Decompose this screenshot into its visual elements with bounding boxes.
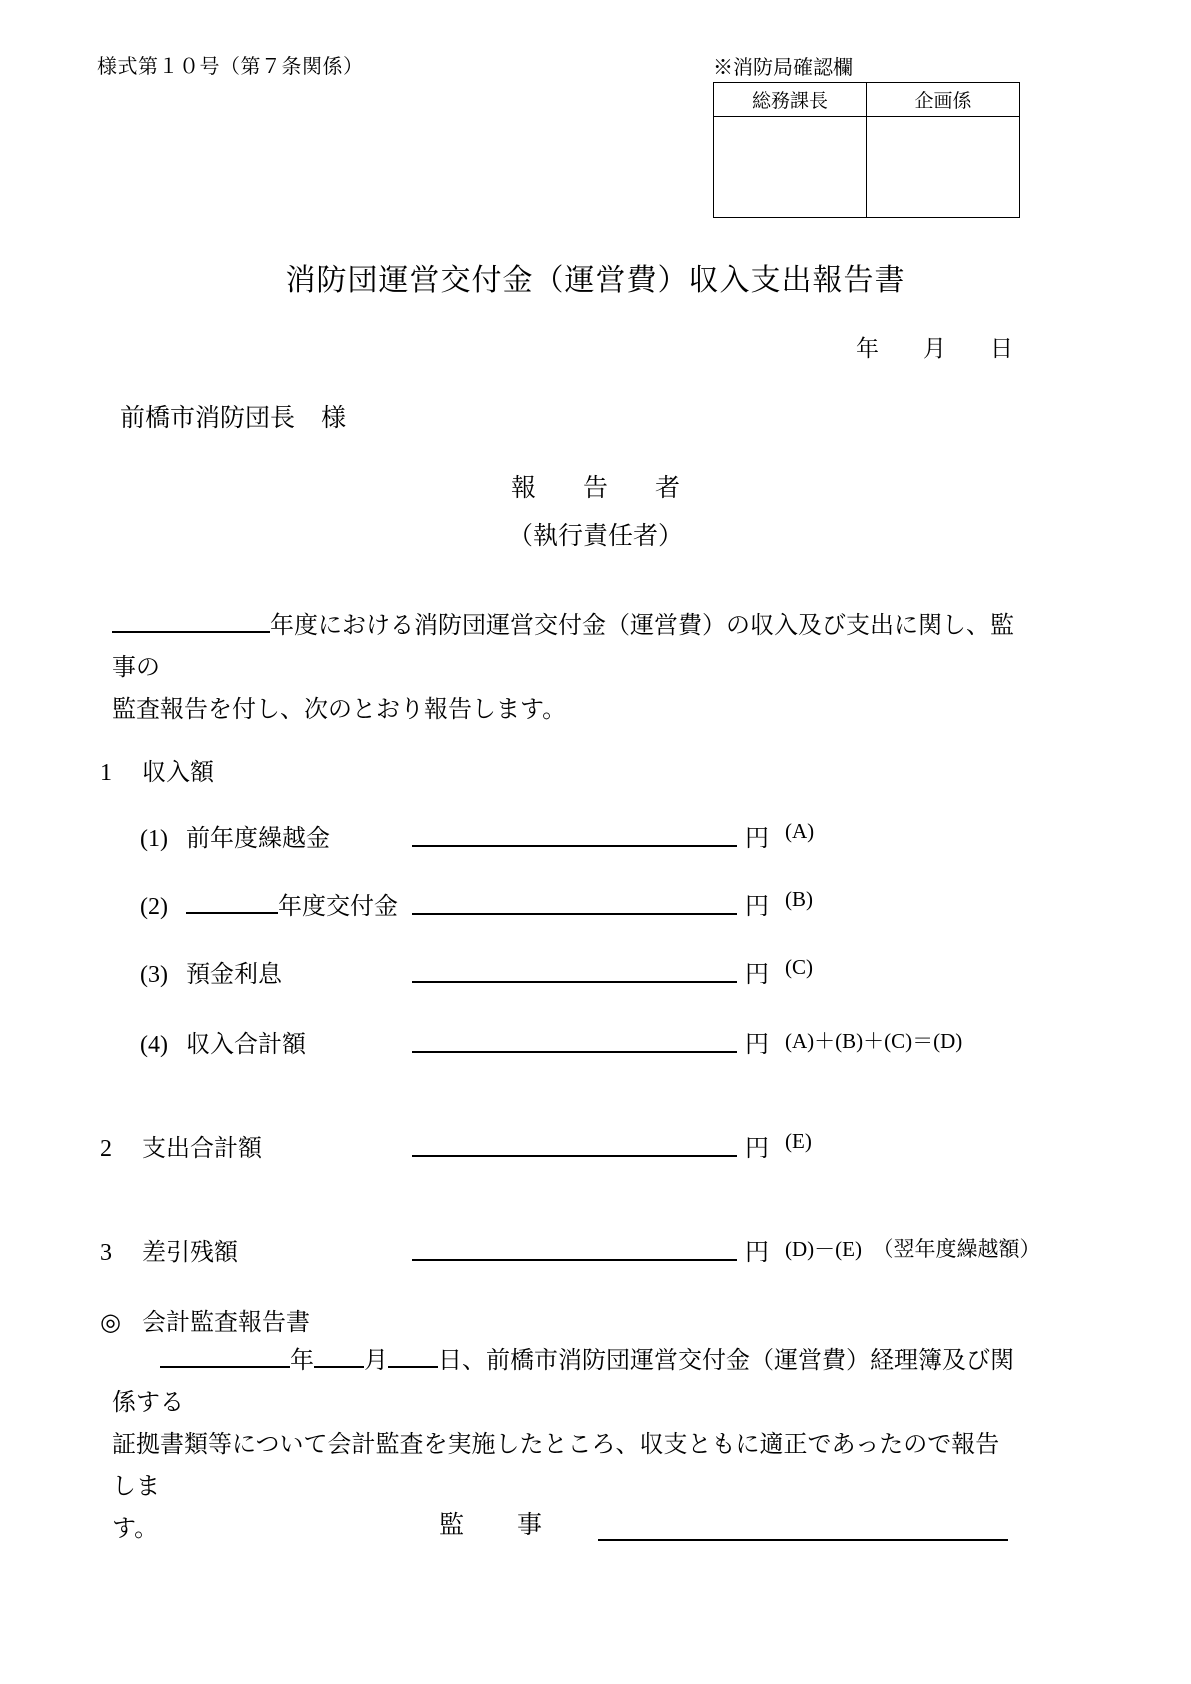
- income-item-3-ref: (C): [785, 955, 813, 979]
- income-item-2: [140, 886, 1020, 918]
- stamp-column-header-general-affairs: 総務課長: [714, 83, 867, 117]
- section-1-heading: [100, 752, 214, 787]
- page-title: 消防団運営交付金（運営費）収入支出報告書: [285, 264, 906, 297]
- date-line: [0, 330, 1013, 363]
- audit-report-title: 会計監査報告書: [142, 1310, 310, 1336]
- audit-report-heading: [100, 1302, 310, 1337]
- income-item-4-unit: 円: [745, 1032, 769, 1058]
- income-item-1-index: (1): [140, 826, 168, 852]
- section-1-number: 1: [100, 760, 112, 786]
- intro-year-blank[interactable]: [112, 631, 270, 633]
- income-item-1-label: 前年度繰越金: [186, 826, 330, 852]
- reporter-label: 報 告 者: [510, 475, 691, 502]
- addressee-honorific: 様: [321, 405, 347, 432]
- reporter-role-label: （執行責任者）: [507, 523, 683, 550]
- auditor-label: 監 事: [439, 1512, 557, 1539]
- audit-year-blank[interactable]: [160, 1366, 290, 1368]
- table-row: [714, 117, 1020, 218]
- income-item-3: [140, 954, 1020, 986]
- addressee-name: 前橋市消防団長: [120, 405, 296, 432]
- section-3-number: 3: [100, 1240, 112, 1266]
- income-item-2-amount-field[interactable]: [412, 913, 737, 915]
- income-item-4-label-wrap: [140, 1024, 306, 1059]
- section-2-ref: (E): [785, 1129, 812, 1153]
- section-1-title: 収入額: [142, 760, 214, 786]
- income-item-1-label-wrap: [140, 818, 330, 853]
- section-2-number: 2: [100, 1136, 112, 1162]
- stamp-approval-table: [713, 82, 1020, 218]
- income-item-3-unit: 円: [745, 962, 769, 988]
- stamp-column-header-planning: 企画係: [867, 83, 1020, 117]
- income-item-2-index: (2): [140, 894, 168, 920]
- income-item-4-label: 収入合計額: [186, 1032, 306, 1058]
- reporter-block: [0, 468, 1191, 552]
- income-item-2-unit: 円: [745, 894, 769, 920]
- income-item-2-label-wrap: [140, 886, 398, 921]
- income-item-4: [140, 1024, 1020, 1056]
- date-day-label: 日: [990, 336, 1013, 361]
- double-circle-icon: ◎: [100, 1310, 121, 1336]
- section-2-label: 支出合計額: [142, 1136, 262, 1162]
- section-2-label-wrap: [100, 1128, 262, 1163]
- section-2-expenditure-total: [100, 1128, 1020, 1160]
- fire-bureau-confirm-label: ※消防局確認欄: [713, 57, 853, 79]
- audit-body-line-3: す。: [112, 1516, 159, 1542]
- intro-paragraph: [112, 605, 1017, 731]
- income-item-4-index: (4): [140, 1032, 168, 1058]
- auditor-signature-block: [425, 1505, 1008, 1541]
- income-item-1: [140, 818, 1020, 850]
- intro-line-2: 監査報告を付し、次のとおり報告します。: [112, 697, 567, 723]
- section-3-label-wrap: [100, 1232, 238, 1267]
- section-3-amount-field[interactable]: [412, 1259, 737, 1261]
- income-item-3-amount-field[interactable]: [412, 981, 737, 983]
- income-item-2-label: 年度交付金: [278, 894, 398, 920]
- audit-date-line: [112, 1340, 1017, 1424]
- intro-line-1-text: 年度における消防団運営交付金（運営費）の収入及び支出に関し、監事の: [112, 613, 1014, 681]
- income-item-3-label-wrap: [140, 954, 282, 989]
- income-item-1-unit: 円: [745, 826, 769, 852]
- income-item-3-index: (3): [140, 962, 168, 988]
- section-2-amount-field[interactable]: [412, 1155, 737, 1157]
- form-number: 様式第１０号（第７条関係）: [97, 56, 364, 78]
- section-2-unit: 円: [745, 1136, 769, 1162]
- income-item-2-ref: (B): [785, 887, 813, 911]
- audit-month-suffix: 月: [364, 1348, 388, 1374]
- income-item-4-amount-field[interactable]: [412, 1051, 737, 1053]
- section-3-balance: [100, 1232, 1041, 1266]
- stamp-cell-planning[interactable]: [867, 117, 1020, 218]
- date-month-label: 月: [923, 336, 946, 361]
- section-3-label: 差引残額: [142, 1240, 238, 1266]
- date-year-label: 年: [856, 336, 879, 361]
- auditor-signature-field[interactable]: [598, 1513, 1008, 1541]
- section-3-ref: (D)－(E) （翌年度繰越額）: [785, 1237, 1041, 1261]
- audit-day-suffix: 日、前橋市消防団運営交付金（運営費）経理簿及び関係する: [112, 1348, 1014, 1416]
- intro-line-1: [112, 605, 1017, 689]
- addressee: [120, 398, 346, 434]
- audit-body-line-2: 証拠書類等について会計監査を実施したところ、収支ともに適正であったので報告しま: [112, 1432, 1000, 1500]
- income-item-2-year-blank[interactable]: [186, 912, 278, 914]
- income-item-3-label: 預金利息: [186, 962, 282, 988]
- section-3-unit: 円: [745, 1240, 769, 1266]
- audit-day-blank[interactable]: [388, 1366, 438, 1368]
- table-header-row: [714, 83, 1020, 117]
- stamp-cell-general-affairs[interactable]: [714, 117, 867, 218]
- audit-month-blank[interactable]: [314, 1366, 364, 1368]
- income-item-1-ref: (A): [785, 819, 815, 843]
- income-item-1-amount-field[interactable]: [412, 845, 737, 847]
- income-item-4-ref: (A)＋(B)＋(C)＝(D): [785, 1029, 963, 1053]
- audit-year-suffix: 年: [290, 1348, 314, 1374]
